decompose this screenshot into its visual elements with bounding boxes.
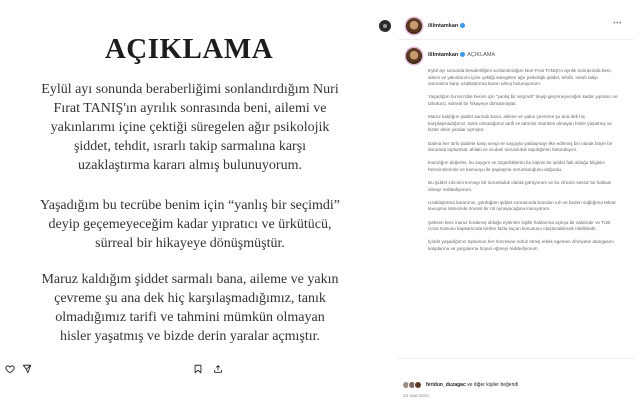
- caption-paragraph: Uzaklaştırma kararımın, gördüğüm şiddet sonrasında bozulan ruh ve beden sağlığıma tekrar kavuşma sürecinde önemli bir rol oynayacağına inanıyorum.: [428, 199, 616, 212]
- post-actions-bar: [398, 358, 634, 378]
- statement-paragraph-1: Eylül ayı sonunda beraberliğimi sonlandırdığım Nuri Fırat TANIŞ'ın ayrılık sonrasında beni, ailemi ve yakınlarımı içine çektiği süregelen ağır psikolojik şiddet, tehdit, ısrarlı takip sarmalına karşı uzaklaştırma kararı almış bulunuyorum.: [41, 82, 339, 173]
- caption-paragraph: Eylül ayı sonunda beraberliğimi sonlandırdığım Nuri Fırat TANIŞ'ın ayrılık sonrasında beni, ailemi ve yakınlarımı içine çektiği süregelen ağır psikolojik şiddet, tehdit, ısrarlı takip sarmalına karşı uzaklaştırma kararı almış bulunuyorum.: [428, 68, 612, 87]
- caption-paragraph: Yaşadığım bu tecrübe benim için "yanlış bir seçimdi" deyip geçemeyeceğim kadar yıpratıcı ve ürkütücü, sürreal bir hikayeye dönüşmüştür.: [428, 94, 618, 106]
- statement-paragraph-2: Yaşadığım bu tecrübe benim için “yanlış bir seçimdi” deyip geçemeyeceğim kadar yıpratıcı ve ürkütücü, sürreal bir hikayeye dönüşmüştür.: [40, 198, 340, 251]
- instagram-post-panel: [398, 10, 634, 390]
- caption-avatar[interactable]: [406, 48, 422, 64]
- bookmark-icon[interactable]: [193, 364, 203, 374]
- statement-paragraph-3: Maruz kaldığım şiddet sarmalı bana, aileme ve yakın çevreme şu ana dek hiç karşılaşmadığımız, tanık olmadığımız tarifi ve tahmini mümkün olmayan hisler yaşatmış ve bizde derin yaralar açmıştır.: [41, 272, 339, 344]
- avatar[interactable]: [406, 18, 422, 34]
- verified-badge-icon: [460, 23, 465, 28]
- post-timestamp: 10 saat önce: [403, 393, 429, 398]
- likes-text[interactable]: [426, 382, 518, 388]
- caption-paragraph: Şahsen beni maruz bırakmış olduğu eylemler kişilik haklarıma açıkça bir saldırıdır ve Türk Ceza Kanunu kapsamında birden fazla suçun konusunu oluşturabilecek niteliktedir.: [428, 219, 611, 232]
- repost-icon[interactable]: [213, 364, 223, 374]
- more-options-button[interactable]: •••: [613, 20, 622, 27]
- heart-icon[interactable]: [5, 364, 15, 374]
- caption-paragraph: Maruz kaldığım şiddet sarmalı bana, aileme ve yakın çevreme şu ana dek hiç karşılaşmadığımız, tanık olmadığımız tarifi ve tahmini mümkün olmayan hisler yaşatmış ve bizde derin yaralar açmıştır.: [428, 114, 612, 133]
- likes-rest-text: ve diğer kişiler beğendi: [465, 382, 519, 388]
- caption-paragraph: Bu şiddet zincirini kırmayı bir sorumluluk olarak görüyorum ve bu zincirin sessiz bir halkası olmayı reddediyorum.: [428, 180, 612, 192]
- caption-paragraph: İnandığım değerler, bu saygım ve özgürlüklerim bu kişinin bir şiddet faili olduğu bilgisini hemcinslerimle ve kamuoyu ile paylaşma sorumluluğunu doğurdu.: [428, 160, 605, 172]
- caption-body: [428, 68, 618, 259]
- liker-avatars[interactable]: [402, 381, 424, 389]
- verified-badge-icon: [460, 52, 465, 57]
- caption-paragraph: İçinde yaşadığımız toplumun her hücresine nüfuz etmiş erkek egemen zihniyetin damgasını kalıplarına ve yargılarına boyun eğmeyi reddediyorum.: [428, 239, 614, 252]
- likes-row: [398, 381, 598, 391]
- post-header: [398, 10, 634, 40]
- carousel-indicator-icon[interactable]: [379, 20, 391, 32]
- caption-paragraph: Daima her türlü şiddete karşı sevgi ve saygıyla yaklaşmayı ilke edinmiş biri olarak böyle bir durumda toplumsal, ahlaki ve vicdani sorumluluk taşıdığımın farkındayım.: [428, 140, 613, 153]
- username-text[interactable]: ililmtamkan: [428, 23, 459, 29]
- post-username[interactable]: [428, 23, 465, 29]
- caption-username: [428, 52, 495, 58]
- caption-username-text[interactable]: ililmtamkan: [428, 52, 459, 58]
- liker-username[interactable]: feridun_duzagac: [426, 382, 466, 388]
- statement-title: AÇIKLAMA: [104, 33, 274, 65]
- share-icon[interactable]: [22, 364, 32, 374]
- caption-title: AÇIKLAMA: [467, 52, 496, 58]
